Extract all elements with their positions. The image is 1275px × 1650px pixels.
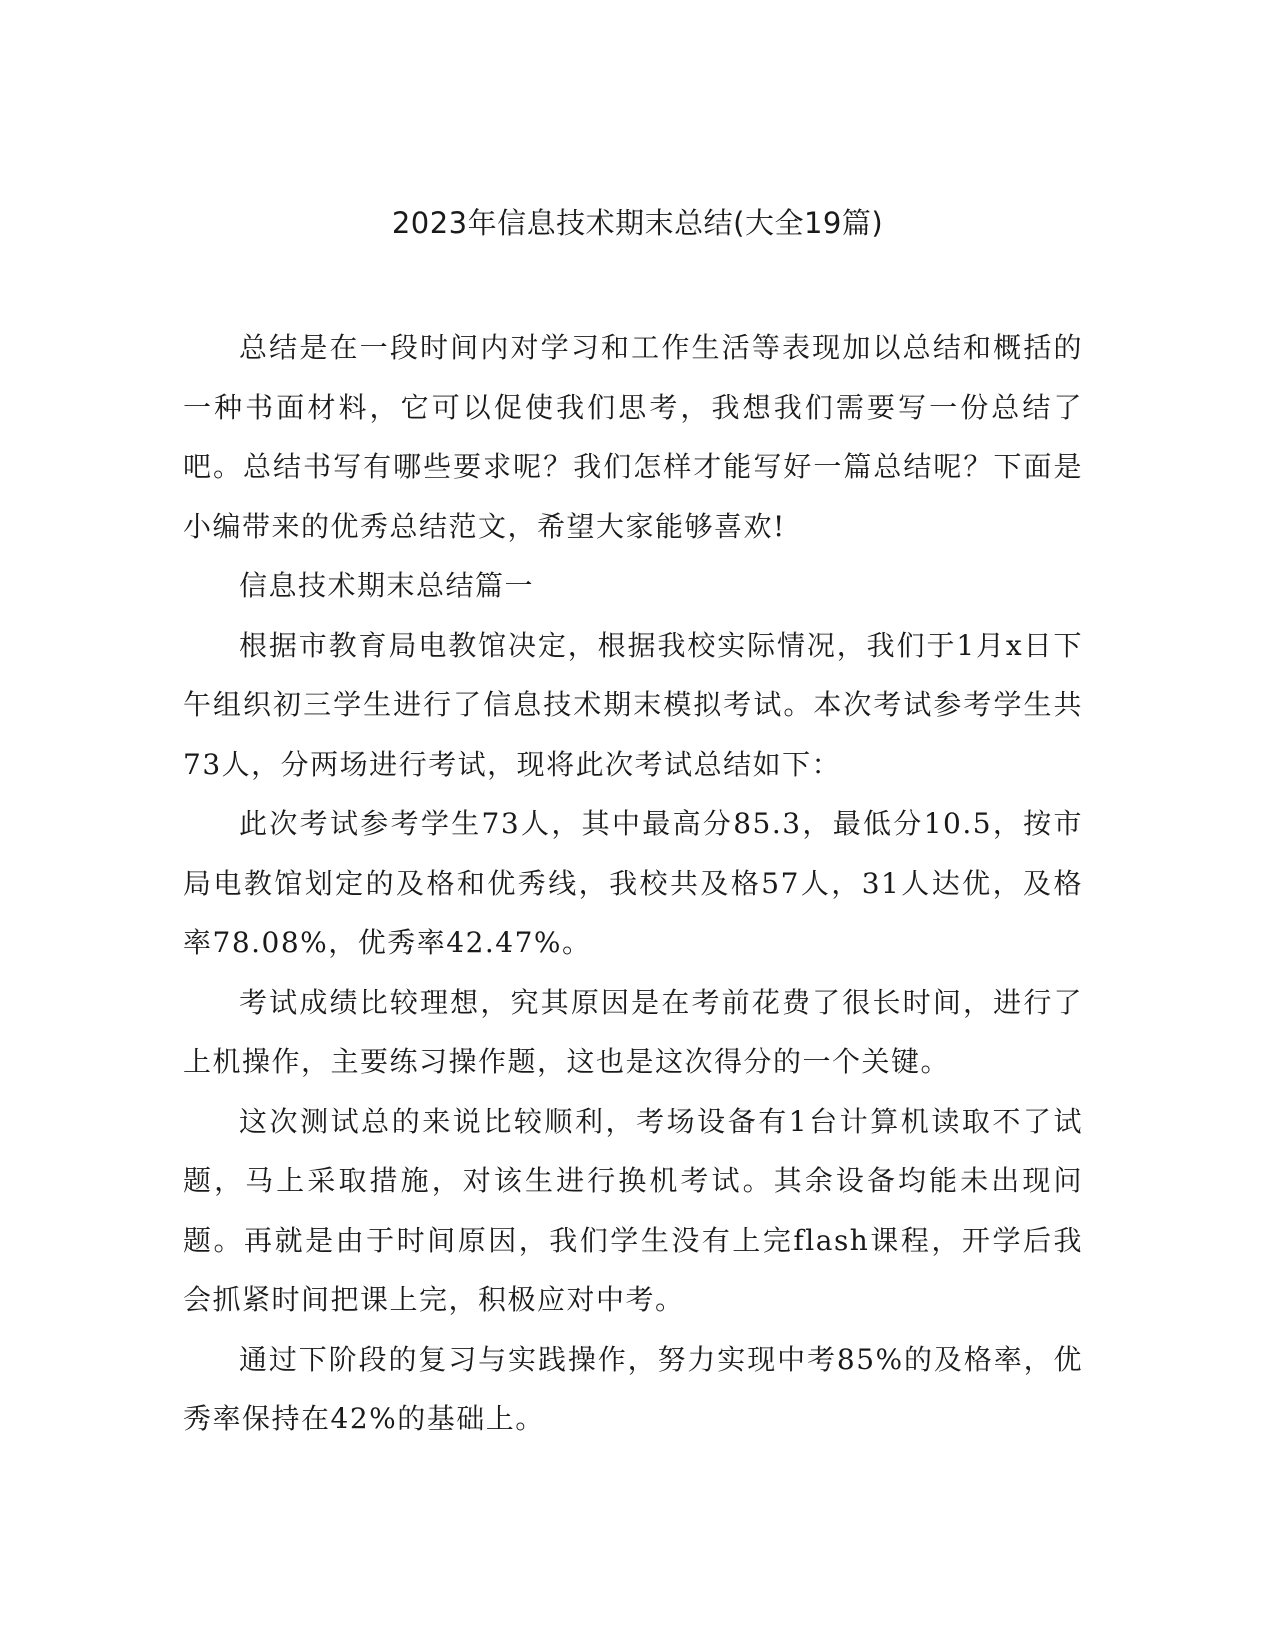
- document-title: 2023年信息技术期末总结(大全19篇): [391, 206, 884, 240]
- body-paragraph: 考试成绩比较理想，究其原因是在考前花费了很长时间，进行了上机操作，主要练习操作题，这也是这次得分的一个关键。: [183, 985, 1083, 1078]
- body-paragraph: 通过下阶段的复习与实践操作，努力实现中考85%的及格率，优秀率保持在42%的基础上。: [183, 1342, 1083, 1435]
- document-body: [183, 318, 1083, 1449]
- body-paragraph: 根据市教育局电教馆决定，根据我校实际情况，我们于1月x日下午组织初三学生进行了信息技术期末模拟考试。本次考试参考学生共73人，分两场进行考试，现将此次考试总结如下：: [183, 628, 1083, 781]
- intro-paragraph: 总结是在一段时间内对学习和工作生活等表现加以总结和概括的一种书面材料，它可以促使我们思考，我想我们需要写一份总结了吧。总结书写有哪些要求呢？我们怎样才能写好一篇总结呢？下面是小编带来的优秀总结范文，希望大家能够喜欢!: [183, 331, 1083, 543]
- section-heading: 信息技术期末总结篇一: [239, 569, 535, 602]
- body-paragraph: 这次测试总的来说比较顺利，考场设备有1台计算机读取不了试题，马上采取措施，对该生进行换机考试。其余设备均能未出现问题。再就是由于时间原因，我们学生没有上完flash课程，开学后我会抓紧时间把课上完，积极应对中考。: [183, 1104, 1083, 1316]
- body-paragraph: 此次考试参考学生73人，其中最高分85.3，最低分10.5，按市局电教馆划定的及格和优秀线，我校共及格57人，31人达优，及格率78.08%，优秀率42.47%。: [183, 807, 1083, 959]
